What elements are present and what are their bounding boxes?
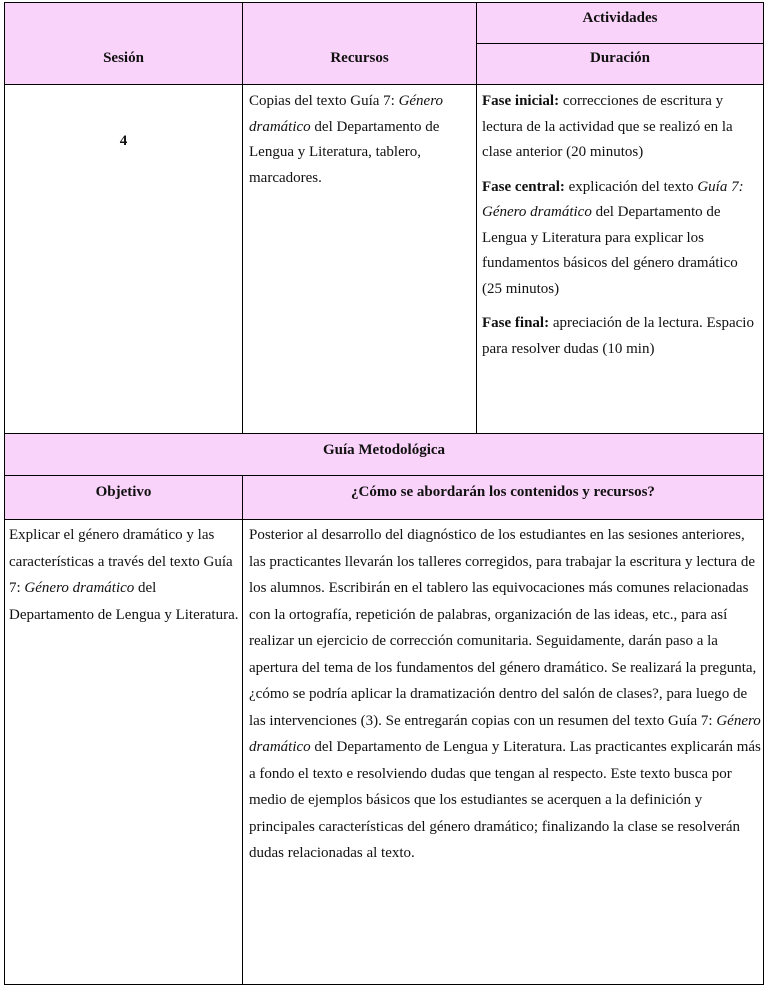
fase-inicial (482, 89, 761, 166)
como-text-start: Posterior al desarrollo del diagnóstico de los estudiantes en las sesiones anteriores, las practicantes llevarán los talleres corregidos, para trabajar la escritura y lectura de los alumnos. Escribirán en el tablero las equivocaciones más comunes relacionadas con la ortografía, repetición de palabras, organización de las ideas, etc., para así realizar un ejercicio de corrección comunitaria. Seguidamente, darán paso a la apertura del tema de los fundamentos del género dramático. Se realizará la pregunta, ¿cómo se podría aplicar la dramatización dentro del salón de clases?, para luego de las intervenciones (3). Se entregarán copias con un resumen del texto Guía 7: (249, 527, 757, 729)
como-cell (249, 522, 761, 867)
fase-final-text: apreciación de la lectura. Espacio para resolver dudas (10 min) (482, 315, 754, 357)
header-recursos: Recursos (330, 49, 389, 66)
fase-central-end: del Departamento de Lengua y Literatura para explicar los fundamentos básicos del género dramático (25 minutos) (482, 204, 738, 297)
divider-header-bottom (4, 84, 764, 85)
fase-central-italic: Guía 7: Género dramático (482, 178, 744, 220)
fase-final (482, 311, 761, 362)
fase-inicial-label: Fase inicial: (482, 93, 560, 109)
header-guia-metodologica: Guía Metodológica (322, 441, 446, 458)
header-sesion: Sesión (103, 49, 144, 66)
como-text-italic: Género dramático (249, 712, 761, 755)
divider-table2-header-bottom (4, 519, 764, 520)
fase-central-label: Fase central: (482, 178, 565, 195)
fase-inicial-text: correcciones de escritura y lectura de la actividad que se realizó en la clase anterior (20 minutos) (482, 93, 733, 160)
header-actividades: Actividades (582, 9, 658, 26)
objetivo-text-start: Explicar el género dramático y las características a través del texto Guía 7: (9, 527, 233, 596)
sesion-number: 4 (119, 132, 128, 149)
table-border-bottom (4, 984, 764, 985)
como-text-end: del Departamento de Lengua y Literatura. Las practicantes explicarán más a fondo el texto e resolviendo dudas que tengan al respecto. Este texto busca por medio de ejemplos básicos que los estudiantes se acerquen a la definición y principales características del género dramático; finalizando la clase se resolverán dudas relacionadas al texto. (249, 739, 761, 861)
divider-table2-col (242, 475, 243, 985)
recursos-cell (249, 89, 471, 191)
fase-final-label: Fase final: (482, 315, 550, 331)
fase-central-text: explicación del texto (564, 178, 698, 195)
header-objetivo: Objetivo (95, 483, 152, 500)
header-como: ¿Cómo se abordarán los contenidos y recursos? (351, 483, 655, 500)
header-duracion: Duración (590, 49, 650, 66)
objetivo-cell (9, 522, 241, 628)
fase-central (482, 175, 761, 303)
objetivo-text-italic: Género dramático (24, 580, 135, 596)
objetivo-text-end: del Departamento de Lengua y Literatura. (9, 580, 239, 623)
recursos-text-start: Copias del texto Guía 7: (249, 93, 399, 109)
duracion-cell (482, 89, 761, 371)
recursos-text-italic: Género dramático (249, 93, 443, 135)
table-border-right (763, 2, 764, 985)
recursos-text-end: del Departamento de Lengua y Literatura, tablero, marcadores. (249, 118, 440, 186)
